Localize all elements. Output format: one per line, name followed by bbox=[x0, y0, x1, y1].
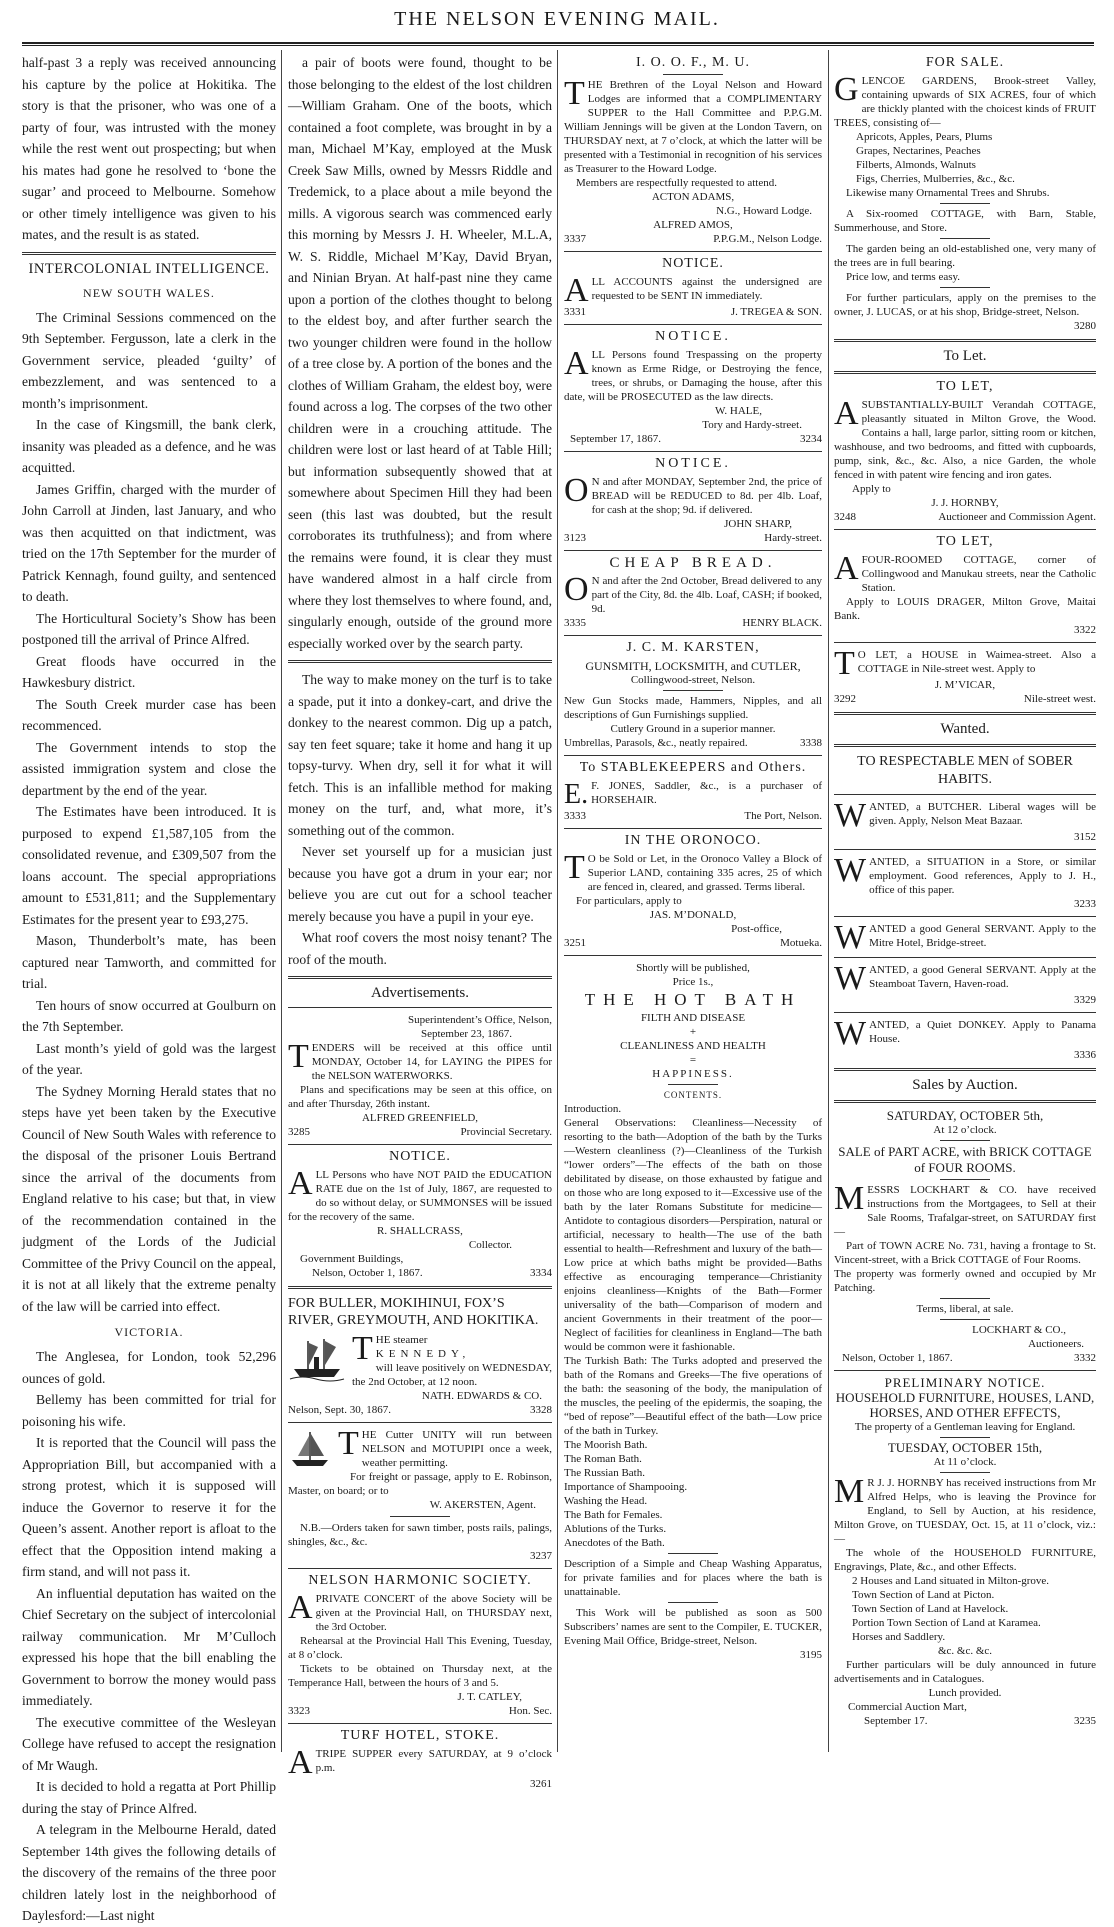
column-3 bbox=[564, 52, 822, 1752]
auction-items bbox=[834, 1574, 1096, 1644]
hale-notice: NOTICE. ALL Persons found Trespassing on the property known as Erme Ridge, or Destroying the fence, trees, or shrubs, or Damaging the house, after this date, will be PROSECUTED as the law directs. W. HALE, Tory and Hardy-street. September 17, 1867. 3234 bbox=[564, 329, 822, 445]
news-paragraph: It is decided to hold a regatta at Port Phillip during the stay of Prince Alfred. bbox=[22, 1779, 276, 1816]
news-paragraph: Bellemy has been committed for trial for poisoning his wife. bbox=[22, 1392, 276, 1429]
column-divider bbox=[828, 50, 829, 1752]
contents-item: The Moorish Bath. bbox=[564, 1439, 648, 1451]
joke-paragraph: The way to make money on the turf is to take a spade, put it into a donkey-cart, and drive the donkey to the nearest common. Dig up a patch, say ten feet square; take it home and hang it up topsy-turvy. When dry, sell it for what it will fetch. This is an infallible method for making money on the turf, and, what more, it’s something out of the common. bbox=[288, 672, 552, 838]
joke-paragraph: What roof covers the most noisy tenant? The roof of the mouth. bbox=[288, 930, 552, 967]
to-let-house-ad: T O LET, a HOUSE in Waimea-street. Also a COTTAGE in Nile-street west. Apply to J. M’VICAR, 3292 Nile-street west. bbox=[834, 645, 1096, 705]
news-paragraph: An influential deputation has waited on the Chief Secretary on the subject of intercolonial railway communication. Mr M’Culloch expressed his hope that the bill enabling the Government to borrow the money would pass immediately. bbox=[22, 1585, 276, 1708]
fruit-item: Apricots, Apples, Pears, Plums bbox=[856, 131, 993, 143]
part-acre-auction: SATURDAY, OCTOBER 5th, At 12 o’clock. SALE of PART ACRE, with BRICK COTTAGE of FOUR ROOMS. MESSRS LOCKHART & CO. have received instructions from the Mortgagees, to Sell at their Sale Rooms, Trafalgar-street, on SATURDAY first— Part of TOWN ACRE No. 731, having a frontage to St. Vincent-street, with a Brick COTTAGE of Four Rooms. The property was formerly owned and occupied by Mr Patching. Terms, liberal, at sale. LOCKHART & CO., Auctioneers. Nelson, October 1, 1867. 3332 bbox=[834, 1108, 1096, 1364]
education-rate-ad: NOTICE. ALL Persons who have NOT PAID the EDUCATION RATE due on the 1st of July, 1867, are requested to do so without delay, or SUMMONSES will be issued for the recovery of the same. R. SHALLCRASS, Collector. Government Buildings, Nelson, October 1, 1867. 3334 bbox=[288, 1149, 552, 1279]
turf-jokes bbox=[288, 669, 552, 970]
buller-steamer-ad: FOR BULLER, MOKIHINUI, FOX’S RIVER, GREYMOUTH, AND HOKITIKA. THE steamer KENNEDY, will leave positively on WEDNESDAY, the 2nd October, at 12 noon. NATH. EDWARDS & CO. Nelson, Sept. 30, 1867. 3328 bbox=[288, 1296, 552, 1416]
oronoco-ad: IN THE ORONOCO. T O be Sold or Let, in the Oronoco Valley a Block of Superior LAND, containing 335 acres, 25 of which are fenced in, cleared, and grassed. Terms liberal. For particulars, apply to JAS. M’DONALD, Post-office, 3251 Motueka. bbox=[564, 833, 822, 949]
subheading: NEW SOUTH WALES. bbox=[83, 285, 215, 300]
auction-item: Town Section of Land at Havelock. bbox=[852, 1603, 1009, 1615]
column-1 bbox=[22, 52, 276, 1923]
column-divider bbox=[557, 50, 558, 1752]
column-2 bbox=[288, 52, 552, 1790]
waterworks-ad: Superintendent’s Office, Nelson, September 23, 1867. TENDERS will be received at this office until MONDAY, October 14, for LAYING the PIPES for the NELSON WATERWORKS. Plans and specifications may be seen at this office, on and after Thursday, 26th instant. ALFRED GREENFIELD, 3285 Provincial Secretary. bbox=[288, 1014, 552, 1138]
karsten-ad: J. C. M. KARSTEN, GUNSMITH, LOCKSMITH, and CUTLER, Collingwood-street, Nelson. New Gun Stocks made, Hammers, Nipples, and all descriptions of Gun Furnishings supplied. Cutlery Ground in a superior manner. Umbrellas, Parasols, &c., neatly repaired. 3338 bbox=[564, 640, 822, 749]
news-paragraph: The Horticultural Society’s Show has been postponed till the arrival of Prince Alfred. bbox=[22, 610, 276, 647]
auction-item: Horses and Saddlery. bbox=[852, 1631, 946, 1643]
to-let-cottage-ad: TO LET, ASUBSTANTIALLY-BUILT Verandah COTTAGE, pleasantly situated in Milton Grove, the Wood. Contains a hall, large parlor, sitting room or kitchen, washhouse, and two bedrooms, and fitted with cupboards, pump, sink, &c., &c. Also, a nice Garden, the whole fenced in with patent wire fencing and iron gates. Apply to J. J. HORNBY, 3248 Auctioneer and Commission Agent. bbox=[834, 379, 1096, 523]
sales-by-auction-heading: Sales by Auction. bbox=[912, 1077, 1018, 1093]
respectable-men-ad: TO RESPECTABLE MEN of SOBER HABITS. bbox=[857, 754, 1073, 787]
news-paragraph: Ten hours of snow occurred at Goulburn on the 7th September. bbox=[22, 997, 276, 1034]
column-4 bbox=[834, 52, 1096, 1752]
section-heading: INTERCOLONIAL INTELLIGENCE. bbox=[28, 260, 270, 277]
divider bbox=[22, 252, 276, 255]
for-sale-ad: FOR SALE. GLENCOE GARDENS, Brook-street Valley, containing upwards of SIX ACRES, four of which are thickly planted with the choicest kinds of FRUIT TREES, consisting of— Apricots, Apples, Pears, Plums Grapes, Nectarines, Peaches Filberts, Almonds, Walnuts Figs, Cherries, Mulberries, &c., &c. Likewise many Ornamental Trees and Shrubs. A Six-roomed COTTAGE, with Barn, Stable, Summerhouse, and Store. The garden being an old-established one, very many of the trees are in full bearing. Price low, and terms easy. For further particulars, apply on the premises to the owner, J. LUCAS, or at his shop, Bridge-street, Nelson. 3280 bbox=[834, 55, 1096, 332]
news-paragraph: Last month’s yield of gold was the largest of the year. bbox=[22, 1040, 276, 1077]
contents-item: Importance of Shampooing. bbox=[564, 1481, 688, 1493]
nsw-news bbox=[22, 307, 276, 1318]
news-paragraph: It is reported that the Council will pass the Appropriation Bill, but accompanied with a strong protest, which it is supposed will induce the Governor to reserve it for the Queen’s assent. Another report is afloat to the effect that the Opposition intend making a firm stand, and will not pass it. bbox=[22, 1435, 276, 1579]
news-paragraph: The Government intends to stop the assisted immigration system and close the department by the end of the year. bbox=[22, 739, 276, 798]
news-paragraph: In the case of Kingsmill, the bank clerk, insanity was pleaded as a defence, and he was acquitted. bbox=[22, 417, 276, 475]
masthead: THE NELSON EVENING MAIL. bbox=[394, 8, 720, 30]
fruit-item: Grapes, Nectarines, Peaches bbox=[856, 145, 981, 157]
news-paragraph: James Griffin, charged with the murder of John Carroll at Jinden, last January, and who was then acquitted on that indictment, was tried on the 17th September for the murder of Patrick Kennagh, found guilty, and sentenced to death. bbox=[22, 481, 276, 604]
contents-item: Ablutions of the Turks. bbox=[564, 1523, 667, 1535]
news-paragraph: The Criminal Sessions commenced on the 9th September. Fergusson, late a clerk in the Government service, pleaded ‘guilty’ of embezzlement, and was sentenced to a month’s imprisonment. bbox=[22, 309, 276, 411]
wanted-ad: WANTED, a good General SERVANT. Apply at the Steamboat Tavern, Haven-road. 3329 bbox=[834, 960, 1096, 1006]
wanted-ads bbox=[834, 797, 1096, 1062]
cutter-icon bbox=[288, 1430, 332, 1470]
news-paragraph: The Sydney Morning Herald states that no steps have yet been taken by the Executive Council of New South Wales with reference to the disposal of the prisoner Louis Bertrand since the arrival of the documents from England relative to his case; but that, in view of the recommendation contained in the judgment of the Lords of the Judicial Committee of the Privy Council on the appeal, it is not at all likely that the extreme penalty of the law will be carried into effect. bbox=[22, 1083, 276, 1314]
wanted-ad: WANTED, a BUTCHER. Liberal wages will be given. Apply, Nelson Meat Bazaar. 3152 bbox=[834, 797, 1096, 843]
contents-item: The Bath for Females. bbox=[564, 1509, 663, 1521]
stablekeepers-ad: To STABLEKEEPERS and Others. E. F. JONES, Saddler, &c., is a purchaser of HORSEHAIR. 3333 The Port, Nelson. bbox=[564, 760, 822, 822]
contents-item: The Russian Bath. bbox=[564, 1467, 645, 1479]
news-paragraph: Mason, Thunderbolt’s mate, has been captured near Tamworth, and committed for trial. bbox=[22, 933, 276, 991]
bath-contents-list bbox=[564, 1438, 822, 1550]
news-paragraph: Great floods have occurred in the Hawkesbury district. bbox=[22, 653, 276, 690]
hot-bath-ad: Shortly will be published, Price 1s., THE HOT BATH FILTH AND DISEASE + CLEANLINESS AND HEALTH = HAPPINESS. CONTENTS. Introduction. General Observations: Cleanliness—Necessity of resorting to the bath—Adoption of the bath by the Turks—Western cleanliness (?)—Cleanliness of the Turkish “lower orders”—The effects of the bath on those debilitated by disease, on those exhausted by fatigue and on those who are long exposed to it—Excessive use of the bath by the later Romans Substitute for medicine—Antidote to contagious disorders—Perspiration, natural or artificial, necessary to health—The use of the bath essential to health—Refreshment and luxury of the bath—Low price at which baths might be provided—Baths effective as encouraging temperance—Christianity enjoins cleanliness—Knights of the Bath—Former universality of the bath—Comparison of modern and ancient Governments in their treatment of the poor—Neglect of facilities for cleanliness in England—The bath would be common were it fashionable. The Turkish Bath: The Turks adopted and preserved the bath of the Romans and Greeks—The five operations of the bath: the seasoning of the body, the manipulation of the muscles, the peeling of the epidermis, the soaping, the “bed of repose”—Beautiful effect of the bath—Low price of the bath in Turkey. The Moorish Bath. The Roman Bath. The Russian Bath. Importance of Shampooing. Washing the Head. The Bath for Females. Ablutions of the Turks. Anecdotes of the Bath. Description of a Simple and Cheap Washing Apparatus, for private families and for places where the bath is unattainable. This Work will be published as soon as 500 Subscribers’ names are sent to the Compiler, E. TUCKER, Evening Mail Office, Bridge-street, Nelson. 3195 bbox=[564, 962, 822, 1661]
divider bbox=[288, 976, 552, 979]
ship-icon bbox=[288, 1335, 346, 1381]
harmonic-society-ad: NELSON HARMONIC SOCIETY. APRIVATE CONCERT of the above Society will be given at the Provincial Hall, on THURSDAY next, the 3rd October. Rehearsal at the Provincial Hall This Evening, Tuesday, at 8 o’clock. Tickets to be obtained on Thursday next, at the Temperance Hall, between the hours of 3 and 5. J. T. CATLEY, 3323 Hon. Sec. bbox=[288, 1573, 552, 1717]
wanted-ad: WANTED, a SITUATION in a Store, or similar employment. Good references, Apply to J. H., office of this paper. 3233 bbox=[834, 852, 1096, 910]
contents-item: Washing the Head. bbox=[564, 1495, 648, 1507]
auction-item: Portion Town Section of Land at Karamea. bbox=[852, 1617, 1041, 1629]
turf-hotel-ad: TURF HOTEL, STOKE. ATRIPE SUPPER every SATURDAY, at 9 o’clock p.m. 3261 bbox=[288, 1728, 552, 1790]
joke-paragraph: Never set yourself up for a musician just because you have got a drum in your ear; nor believe you are cut out for a school teacher merely because you have a pupil in your eye. bbox=[288, 844, 552, 924]
news-paragraph: A telegram in the Melbourne Herald, dated September 14th gives the following details of the discovery of the remains of the three poor children lately lost in the neighborhood of Daylesford:—Last night bbox=[22, 1822, 276, 1923]
auction-item: Town Section of Land at Picton. bbox=[852, 1589, 995, 1601]
article-continued: half-past 3 a reply was received announcing his capture by the police at Hokitika. The story is that the prisoner, who was one of a party of four, was intrusted with the money while the rest went out prospecting; but when his mates had gone he resolved to ‘bone the sugar’ and proceed to Melbourne. Somehow or other timely intelligence was given to his mates, and the result is as stated. bbox=[22, 55, 276, 242]
sharp-bread-notice: NOTICE. O N and after MONDAY, September 2nd, the price of BREAD will be REDUCED to 8d. per 4lb. Loaf, for cash at the shop; 9d. if delivered. JOHN SHARP, 3123 Hardy-street. bbox=[564, 456, 822, 544]
victoria-news bbox=[22, 1346, 276, 1927]
news-paragraph: The Anglesea, for London, took 52,296 ounces of gold. bbox=[22, 1349, 276, 1386]
news-paragraph: The executive committee of the Wesleyan College have refused to accept the resignation of Mr Waugh. bbox=[22, 1714, 276, 1773]
divider bbox=[288, 660, 552, 663]
cheap-bread-ad: CHEAP BREAD. O N and after the 2nd October, Bread delivered to any part of the City, 8d. the 4lb. Loaf, CASH; if booked, 9d. 3335 HENRY BLACK. bbox=[564, 555, 822, 629]
news-paragraph: The South Creek murder case has been recommenced. bbox=[22, 696, 276, 733]
hornby-auction: PRELIMINARY NOTICE. HOUSEHOLD FURNITURE, HOUSES, LAND, HORSES, AND OTHER EFFECTS, The property of a Gentleman leaving for England. TUESDAY, OCTOBER 15th, At 11 o’clock. M R J. J. HORNBY has received instructions from Mr Alfred Helps, who is leaving the Province for England, to Sell by Auction, at his residence, Milton Grove, on TUESDAY, Oct. 15, at 11 o’clock, viz.:— The whole of the HOUSEHOLD FURNITURE, Engravings, Plate, &c., and other Effects. 2 Houses and Land situated in Milton-grove. Town Section of Land at Picton. Town Section of Land at Havelock. Portion Town Section of Land at Karamea. Horses and Saddlery. &c. &c. &c. Further particulars will be duly announced in future advertisements and in Catalogues. Lunch provided. Commercial Auction Mart, September 17. 3235 bbox=[834, 1375, 1096, 1727]
column-divider bbox=[281, 50, 282, 1752]
contents-item: The Roman Bath. bbox=[564, 1453, 642, 1465]
masthead-rule bbox=[22, 42, 1094, 46]
subheading: VICTORIA. bbox=[114, 1325, 184, 1339]
contents-item: Anecdotes of the Bath. bbox=[564, 1537, 665, 1549]
fruit-item: Figs, Cherries, Mulberries, &c., &c. bbox=[856, 173, 1015, 185]
wanted-ad: WANTED, a Quiet DONKEY. Apply to Panama House. 3336 bbox=[834, 1015, 1096, 1061]
oddfellows-ad: I. O. O. F., M. U. THE Brethren of the Loyal Nelson and Howard Lodges are informed that a COMPLIMENTARY SUPPER to the Hall Committee and P.P.G.M. William Jennings will be given at the London Tavern, on THURSDAY next, at 7 o’clock, at which the latter will be presented with a Testimonial in recognition of his services as Treasurer to the Howard Lodge. Members are respectfully requested to attend. ACTON ADAMS, N.G., Howard Lodge. ALFRED AMOS, 3337 P.P.G.M., Nelson Lodge. bbox=[564, 55, 822, 245]
to-let-four-roomed-ad: TO LET, AFOUR-ROOMED COTTAGE, corner of Collingwood and Manukau streets, near the Catholic Station. Apply to LOUIS DRAGER, Milton Grove, Maitai Bank. 3322 bbox=[834, 534, 1096, 636]
article-continued: a pair of boots were found, thought to be those belonging to the eldest of the lost children—William Graham. One of the boots, which contained a foot complete, was brought in by a man, Michael M’Kay, employed at the Musk Creek Saw Mills, owned by Messrs Riddle and Tredemick, to a place about a mile beyond the mills. A vigorous search was commenced early this morning by Messrs J. H. Wheeler, M.L.A, W. S. Riddle, Michael M’Kay, David Bryan, and Ninian Bryan. At half-past nine they came upon a portion of the clothes thought to belong to the eldest boy, and after further search the two younger children were found in the hollow of a tree close by. A portion of the bones and the clothes of William Graham, the eldest boy, were found across a log. The corpses of the two other children were in a crouching attitude. The children were lost or last heard of at Table Hill; but information subsequently showed that at somewhere about Specimen Hill they had been seen (this last was doubted, but the result corroborates its truthfulness); and from where the remains were found, it is clear they must have wandered almost in a half circle from where they lost themselves to where found, and, singularly enough, outside of the ground more especially worked over by the search party. bbox=[288, 55, 552, 651]
fruit-item: Filberts, Almonds, Walnuts bbox=[856, 159, 976, 171]
fruit-list bbox=[834, 130, 1096, 186]
wanted-heading: Wanted. bbox=[940, 721, 990, 737]
to-let-heading: To Let. bbox=[943, 348, 987, 364]
advertisements-heading: Advertisements. bbox=[371, 985, 469, 1001]
unity-cutter-ad: THE Cutter UNITY will run between NELSON and MOTUPIPI once a week, weather permitting. For freight or passage, apply to E. Robinson, Master, on board; or to W. AKERSTEN, Agent. N.B.—Orders taken for sawn timber, posts rails, palings, shingles, &c., &c. 3237 bbox=[288, 1425, 552, 1562]
news-paragraph: The Estimates have been introduced. It is purposed to expend £1,587,105 from the consolidated revenue, and £309,507 from the loans account. The special appropriations amount to £531,811; and the Supplementary Estimates for the present year to £93,275. bbox=[22, 804, 276, 927]
wanted-ad: WANTED a good General SERVANT. Apply to the Mitre Hotel, Bridge-street. bbox=[834, 919, 1096, 956]
auction-item: 2 Houses and Land situated in Milton-grove. bbox=[852, 1575, 1050, 1587]
tregea-notice: NOTICE. ALL ACCOUNTS against the undersigned are requested to be SENT IN immediately. 3331 J. TREGEA & SON. bbox=[564, 256, 822, 318]
